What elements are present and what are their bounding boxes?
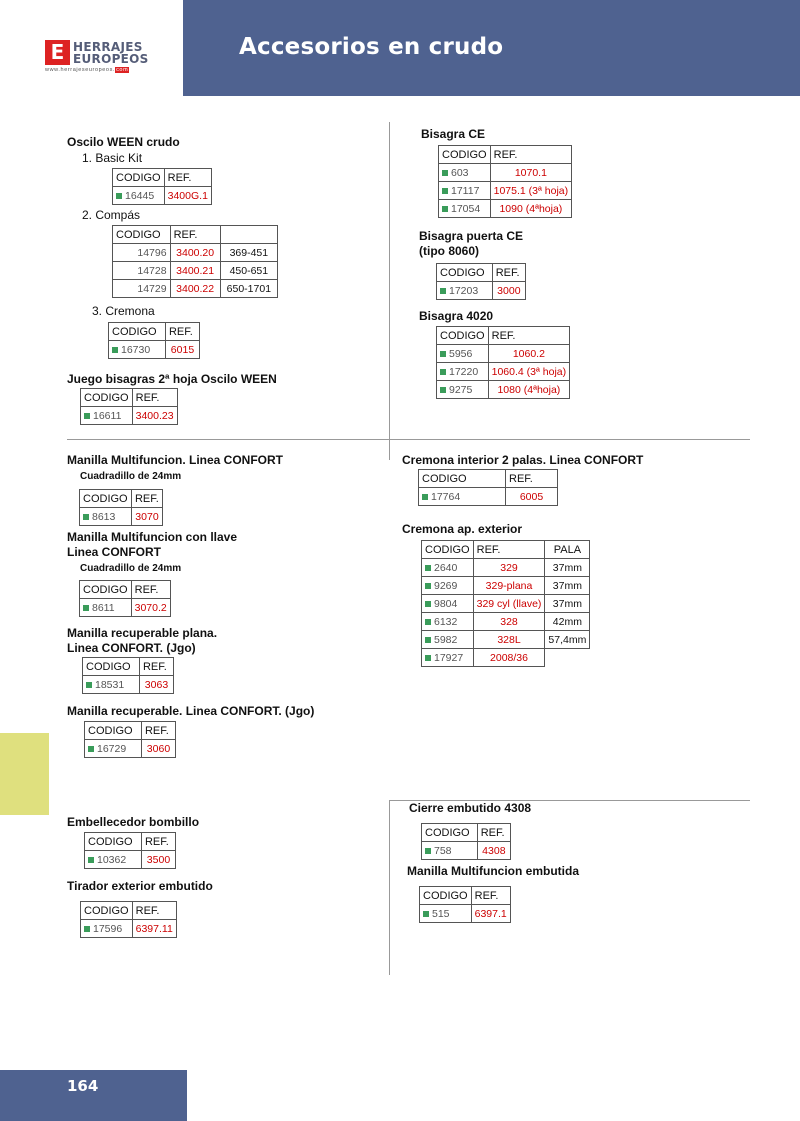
- table-row: [85, 740, 176, 758]
- table-row: [113, 187, 212, 205]
- section-title: Cremona ap. exterior: [402, 522, 523, 536]
- table-cell: REF.: [132, 902, 176, 920]
- table-cell: 450-651: [220, 262, 277, 280]
- table-cell: REF.: [506, 470, 558, 488]
- table-row: [85, 851, 176, 869]
- table-cell: 650-1701: [220, 280, 277, 298]
- green-square-icon: [440, 369, 446, 375]
- green-square-icon: [425, 637, 431, 643]
- table-cell: 4308: [477, 842, 510, 860]
- table-row: [439, 164, 572, 182]
- table-cell: 3400G.1: [164, 187, 211, 205]
- table-cell: 1080 (4ªhoja): [488, 381, 570, 399]
- logo-mark: E: [45, 40, 70, 65]
- table-cell: 3060: [141, 740, 175, 758]
- table-row: [81, 407, 178, 425]
- table-header-row: [80, 490, 163, 508]
- section-title: Manilla Multifuncion embutida: [407, 864, 579, 878]
- table-cell: CODIGO: [80, 490, 132, 508]
- table-cell: 329-plana: [473, 577, 545, 595]
- table-cell: 3400.21: [170, 262, 220, 280]
- subsection-label: 1. Basic Kit: [82, 151, 143, 165]
- table-cell: REF.: [139, 658, 173, 676]
- green-square-icon: [86, 682, 92, 688]
- table-cell: CODIGO: [419, 470, 506, 488]
- table-cell: 16445: [113, 187, 165, 205]
- table-header-row: [439, 146, 572, 164]
- table-row: [113, 280, 278, 298]
- section-title: Cierre embutido 4308: [409, 801, 532, 815]
- green-square-icon: [442, 170, 448, 176]
- table-cell: 5956: [437, 345, 489, 363]
- table-cell: PALA: [545, 541, 590, 559]
- logo-line1: HERRAJES: [73, 40, 143, 54]
- section-title: Oscilo WEEN crudo: [67, 135, 180, 149]
- table-header-row: [85, 722, 176, 740]
- table-row: [437, 282, 526, 300]
- subsection-label: 3. Cremona: [92, 304, 155, 318]
- table-row: [422, 559, 590, 577]
- section-title: Embellecedor bombillo: [67, 815, 200, 829]
- table-cell: 9804: [422, 595, 474, 613]
- green-square-icon: [423, 911, 429, 917]
- table-manilla-embutida: [419, 886, 511, 923]
- green-square-icon: [425, 601, 431, 607]
- table-cell: 3063: [139, 676, 173, 694]
- divider-v2: [389, 440, 390, 460]
- table-cell: 37mm: [545, 559, 590, 577]
- table-cell: CODIGO: [422, 824, 478, 842]
- table-cell: 18531: [83, 676, 140, 694]
- table-bisagra-ce: [438, 145, 572, 218]
- table-manilla-llave: [79, 580, 171, 617]
- page-title: Accesorios en crudo: [239, 34, 504, 60]
- table-cell: 1060.2: [488, 345, 570, 363]
- section-title: Bisagra puerta CE: [419, 229, 524, 243]
- table-row: [83, 676, 174, 694]
- section-title: Manilla recuperable plana.: [67, 626, 218, 640]
- table-cell: REF.: [492, 264, 525, 282]
- table-cell: 9275: [437, 381, 489, 399]
- table-tirador: [80, 901, 177, 938]
- green-square-icon: [440, 351, 446, 357]
- table-cell: 14729: [113, 280, 171, 298]
- table-cell: REF.: [488, 327, 570, 345]
- table-header-row: [437, 264, 526, 282]
- table-cell: CODIGO: [113, 226, 171, 244]
- table-cell: 3500: [141, 851, 175, 869]
- table-row: [422, 631, 590, 649]
- table-cell: CODIGO: [85, 722, 142, 740]
- table-cell: 329 cyl (llave): [473, 595, 545, 613]
- table-cell: 17596: [81, 920, 133, 938]
- table-cell: 8613: [80, 508, 132, 526]
- table-cell: CODIGO: [113, 169, 165, 187]
- table-bisagra-4020: [436, 326, 570, 399]
- table-cell: REF.: [490, 146, 572, 164]
- table-row: [422, 649, 590, 667]
- table-header-row: [83, 658, 174, 676]
- table-cell: 3400.20: [170, 244, 220, 262]
- table-cell: 1075.1 (3ª hoja): [490, 182, 572, 200]
- table-cell: 37mm: [545, 577, 590, 595]
- table-bisagra-puerta: [436, 263, 526, 300]
- table-cell: 3400.23: [132, 407, 177, 425]
- table-row: [439, 200, 572, 218]
- table-cell: CODIGO: [83, 658, 140, 676]
- section-title: Cremona interior 2 palas. Linea CONFORT: [402, 453, 644, 467]
- logo-url: www.herrajeseuropeos.com: [45, 67, 129, 73]
- divider-v1: [389, 122, 390, 439]
- table-embellecedor: [84, 832, 176, 869]
- table-cell: CODIGO: [81, 902, 133, 920]
- table-cell: REF.: [471, 887, 510, 905]
- table-cell: 1060.4 (3ª hoja): [488, 363, 570, 381]
- table-header-row: [419, 470, 558, 488]
- table-header-row: [81, 389, 178, 407]
- table-cell: REF.: [132, 389, 177, 407]
- page-number: 164: [67, 1077, 99, 1095]
- table-cell: 328: [473, 613, 545, 631]
- table-row: [437, 345, 570, 363]
- section-title-line2: Linea CONFORT. (Jgo): [67, 641, 196, 655]
- table-row: [437, 381, 570, 399]
- table-cell: 9269: [422, 577, 474, 595]
- table-row: [422, 577, 590, 595]
- section-subtitle: Cuadradillo de 24mm: [80, 471, 182, 482]
- table-cell: 1090 (4ªhoja): [490, 200, 572, 218]
- table-row: [113, 244, 278, 262]
- table-cell: 16611: [81, 407, 133, 425]
- green-square-icon: [88, 746, 94, 752]
- table-cell: CODIGO: [109, 323, 166, 341]
- table-cell: 6005: [506, 488, 558, 506]
- table-recup-plana: [82, 657, 174, 694]
- table-cell: REF.: [141, 722, 175, 740]
- table-row: [80, 599, 171, 617]
- table-basic-kit: [112, 168, 212, 205]
- table-cell: [220, 226, 277, 244]
- table-cell: 8611: [80, 599, 132, 617]
- table-cell: CODIGO: [439, 146, 491, 164]
- table-cell: [545, 649, 590, 667]
- table-cell: 16729: [85, 740, 142, 758]
- table-cell: CODIGO: [81, 389, 133, 407]
- green-square-icon: [425, 565, 431, 571]
- table-cell: CODIGO: [422, 541, 474, 559]
- green-square-icon: [442, 188, 448, 194]
- table-header-row: [420, 887, 511, 905]
- table-header-row: [109, 323, 200, 341]
- green-square-icon: [422, 494, 428, 500]
- table-cell: 515: [420, 905, 472, 923]
- table-cell: 329: [473, 559, 545, 577]
- table-cell: REF.: [131, 581, 170, 599]
- table-cell: 37mm: [545, 595, 590, 613]
- table-cell: 16730: [109, 341, 166, 359]
- table-row: [109, 341, 200, 359]
- green-square-icon: [83, 605, 89, 611]
- table-cell: 14796: [113, 244, 171, 262]
- green-square-icon: [88, 857, 94, 863]
- table-cell: REF.: [165, 323, 199, 341]
- table-cell: 17220: [437, 363, 489, 381]
- table-header-row: [437, 327, 570, 345]
- table-cell: CODIGO: [437, 327, 489, 345]
- table-cell: 6015: [165, 341, 199, 359]
- table-cell: 42mm: [545, 613, 590, 631]
- green-square-icon: [116, 193, 122, 199]
- table-recup: [84, 721, 176, 758]
- table-cell: 6397.11: [132, 920, 176, 938]
- table-row: [80, 508, 163, 526]
- table-cell: 17203: [437, 282, 493, 300]
- table-cell: 6397.1: [471, 905, 510, 923]
- table-header-row: [113, 226, 278, 244]
- brand-logo: [45, 40, 190, 80]
- green-square-icon: [425, 619, 431, 625]
- footer-band: [0, 1070, 187, 1121]
- table-row: [422, 842, 511, 860]
- table-cremona-exterior: [421, 540, 590, 667]
- table-header-row: [113, 169, 212, 187]
- divider-v3: [389, 800, 390, 975]
- table-cierre: [421, 823, 511, 860]
- table-cell: 328L: [473, 631, 545, 649]
- table-header-row: [422, 541, 590, 559]
- header-band: [183, 0, 800, 96]
- table-cremona-interior: [418, 469, 558, 506]
- table-cell: 369-451: [220, 244, 277, 262]
- table-cell: 14728: [113, 262, 171, 280]
- green-square-icon: [425, 848, 431, 854]
- section-title: Manilla Multifuncion con llave: [67, 530, 238, 544]
- table-row: [420, 905, 511, 923]
- table-cell: 17927: [422, 649, 474, 667]
- table-cell: 6132: [422, 613, 474, 631]
- logo-line2: EUROPEOS: [73, 52, 149, 66]
- section-title: Bisagra CE: [421, 127, 486, 141]
- green-square-icon: [83, 514, 89, 520]
- green-square-icon: [84, 413, 90, 419]
- table-cell: REF.: [131, 490, 162, 508]
- table-header-row: [81, 902, 177, 920]
- table-cell: CODIGO: [80, 581, 132, 599]
- table-cell: 2008/36: [473, 649, 545, 667]
- section-title: Manilla recuperable. Linea CONFORT. (Jgo): [67, 704, 315, 718]
- divider-h1: [67, 439, 750, 440]
- table-row: [419, 488, 558, 506]
- table-row: [422, 595, 590, 613]
- table-cell: CODIGO: [420, 887, 472, 905]
- table-cell: REF.: [164, 169, 211, 187]
- table-cell: 758: [422, 842, 478, 860]
- green-square-icon: [442, 206, 448, 212]
- green-square-icon: [84, 926, 90, 932]
- table-cell: 17054: [439, 200, 491, 218]
- table-header-row: [80, 581, 171, 599]
- green-square-icon: [425, 655, 431, 661]
- table-cell: 3000: [492, 282, 525, 300]
- table-cell: 5982: [422, 631, 474, 649]
- table-cell: 3070.2: [131, 599, 170, 617]
- table-cell: CODIGO: [85, 833, 142, 851]
- table-manilla-multi: [79, 489, 163, 526]
- green-square-icon: [440, 288, 446, 294]
- section-tab: [0, 733, 49, 815]
- green-square-icon: [440, 387, 446, 393]
- table-cell: 1070.1: [490, 164, 572, 182]
- table-compas: [112, 225, 278, 298]
- table-juego: [80, 388, 178, 425]
- table-row: [439, 182, 572, 200]
- table-header-row: [85, 833, 176, 851]
- section-title-line2: (tipo 8060): [419, 244, 480, 258]
- section-title: Manilla Multifuncion. Linea CONFORT: [67, 453, 283, 467]
- table-cell: 10362: [85, 851, 142, 869]
- table-cell: REF.: [170, 226, 220, 244]
- table-row: [437, 363, 570, 381]
- section-subtitle: Cuadradillo de 24mm: [80, 563, 182, 574]
- table-cell: 57,4mm: [545, 631, 590, 649]
- table-cell: 3070: [131, 508, 162, 526]
- table-cell: REF.: [477, 824, 510, 842]
- table-row: [113, 262, 278, 280]
- table-header-row: [422, 824, 511, 842]
- table-row: [81, 920, 177, 938]
- green-square-icon: [112, 347, 118, 353]
- section-title: Juego bisagras 2ª hoja Oscilo WEEN: [67, 372, 277, 386]
- table-cell: REF.: [141, 833, 175, 851]
- table-cell: 17117: [439, 182, 491, 200]
- table-cell: REF.: [473, 541, 545, 559]
- table-row: [422, 613, 590, 631]
- subsection-label: 2. Compás: [82, 208, 141, 222]
- table-cell: 3400.22: [170, 280, 220, 298]
- table-cell: 17764: [419, 488, 506, 506]
- table-cell: 2640: [422, 559, 474, 577]
- table-cell: 603: [439, 164, 491, 182]
- table-cremona: [108, 322, 200, 359]
- table-cell: CODIGO: [437, 264, 493, 282]
- section-title: Tirador exterior embutido: [67, 879, 213, 893]
- green-square-icon: [425, 583, 431, 589]
- section-title: Bisagra 4020: [419, 309, 494, 323]
- section-title-line2: Linea CONFORT: [67, 545, 162, 559]
